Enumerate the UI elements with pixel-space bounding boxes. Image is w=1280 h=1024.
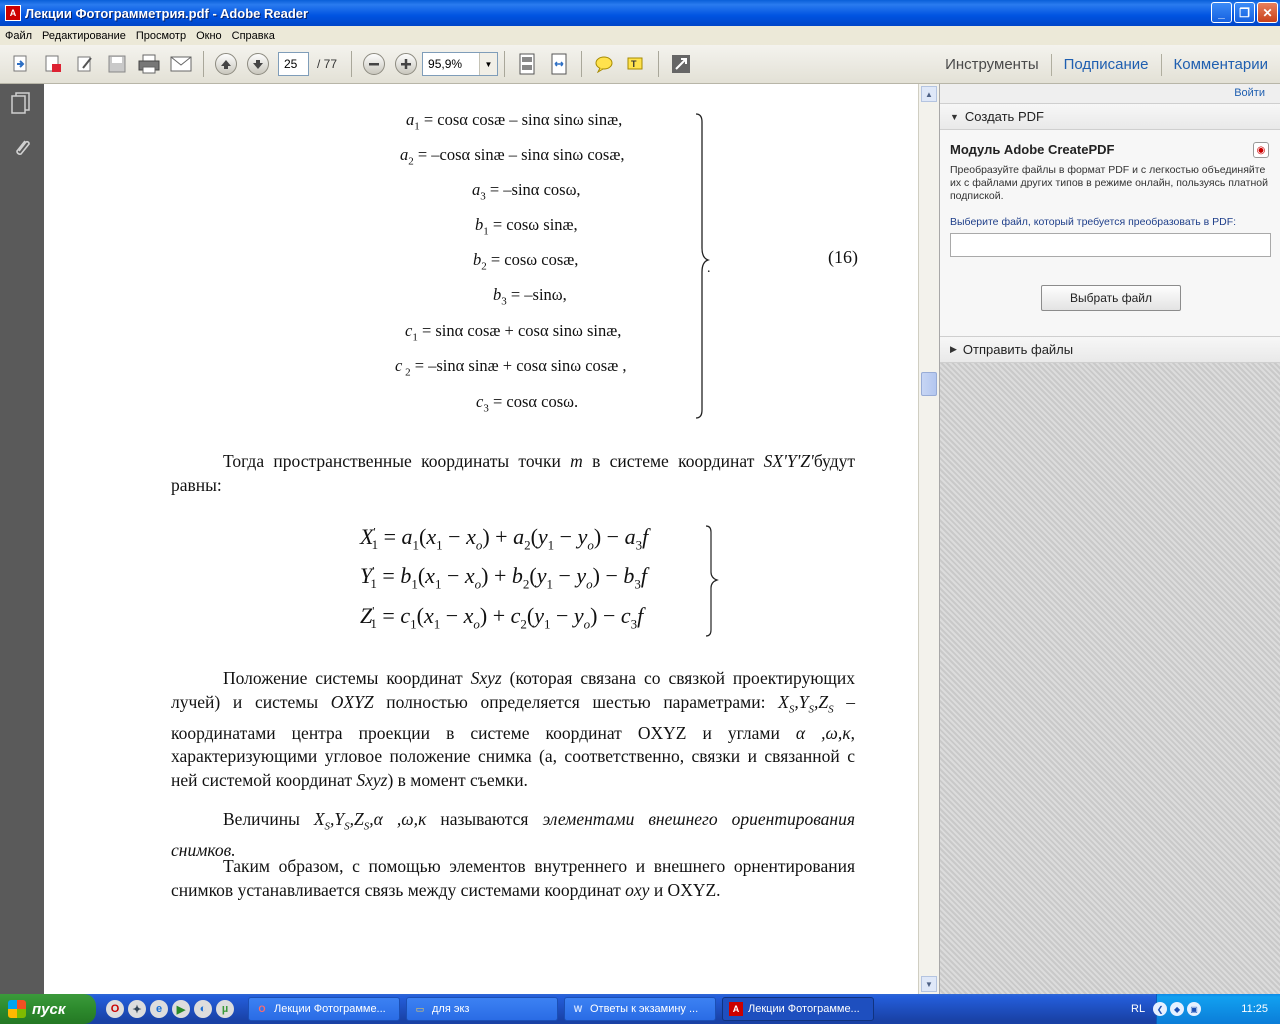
minimize-button[interactable]: _ [1211,2,1232,23]
window-title: Лекции Фотограмметрия.pdf - Adobe Reader [25,5,309,21]
equation-line: $b_1 = \cos\omega$ sinæ, [475,215,578,238]
utorrent-icon[interactable]: µ [216,1000,234,1018]
adobe-reader-icon: A [5,5,21,21]
document-page [44,84,918,994]
task-label: для экз [432,1003,470,1015]
start-button[interactable] [0,994,96,1024]
tray-network-icon[interactable]: ▣ [1187,1002,1201,1016]
save-icon[interactable] [104,51,130,77]
coordinate-equation: $Z'_1 = c_1(x_1 - x_o) + c_2(y_1 - y_o) - c_3f$ [360,603,644,632]
language-indicator[interactable]: RL [1131,1003,1146,1015]
full-screen-icon[interactable] [668,51,694,77]
paragraph-2: Положение системы координат Sxyz (которая связана со связкой проектирующих лучей) и системы OXYZ полностью определяется шестью параметрами: $X_S,Y_S,Z_S$ – координатами центра проекции в системе координат OXYZ и углами α ,ω,κ, характеризующими угловое положение снимка (а, соответственно, связки и связанной с ней системой координат Sxyz) в момент съемки. [171,668,855,790]
tools-panel [939,84,1280,994]
create-pdf-header[interactable] [940,104,1280,130]
scroll-up-icon[interactable]: ▲ [921,86,937,102]
maximize-button[interactable]: ❐ [1234,2,1255,23]
highlight-text-icon[interactable] [623,51,649,77]
menu-bar [0,26,1280,45]
clock: 11:25 [1241,1003,1268,1015]
login-link[interactable]: Войти [1234,87,1265,99]
menu-edit[interactable]: Редактирование [42,29,126,42]
task-opera[interactable] [248,997,400,1021]
open-icon[interactable] [8,51,34,77]
create-pdf-section [940,130,1280,337]
vertical-scrollbar[interactable] [918,84,939,994]
triangle-right-icon: ▶ [950,344,957,354]
zoom-select[interactable] [422,52,498,76]
menu-help[interactable]: Справка [231,29,275,42]
close-button[interactable]: ✕ [1257,2,1278,23]
menu-view[interactable]: Просмотр [135,29,187,42]
page-number-input[interactable]: 25 [278,52,309,76]
equation-line: $b_2 = \cos\omega$ cosæ, [473,250,579,273]
equation-line: $a_3 = -\sin\alpha$ cosω, [472,180,581,203]
send-files-label: Отправить файлы [962,342,1074,357]
menu-window[interactable]: Окно [196,29,222,42]
task-word[interactable] [564,997,716,1021]
equation-number: (16) [828,247,858,267]
createpdf-icon: ◉ [1253,142,1269,158]
page-up-icon[interactable] [215,53,237,75]
tools-link[interactable]: Инструменты [945,56,1039,73]
paragraph-4: Таким образом, с помощью элементов внутреннего и внешнего орнентирования снимков устанавливается связь между системами координат oxy и OXYZ. [171,856,855,900]
zoom-out-icon[interactable] [363,53,385,75]
task-label: Ответы к экзамину ... [590,1003,699,1015]
page-down-icon[interactable] [247,53,269,75]
zoom-in-icon[interactable] [395,53,417,75]
equation-line: $c_1 = \sin\alpha$ cosæ + cosα sinω sinæ, [405,321,622,344]
select-file-label: Выберите файл, который требуется преобразовать в PDF: [950,216,1237,228]
equation-line: $c_3 = \cos\alpha$ cosω. [476,392,579,415]
page-total: / 77 [317,57,338,71]
sign-link[interactable]: Подписание [1063,56,1149,73]
task-label: Лекции Фотограмме... [274,1003,386,1015]
select-file-button[interactable]: Выбрать файл [1041,285,1181,311]
print-icon[interactable] [136,51,162,77]
scroll-thumb[interactable] [921,372,937,396]
coordinate-equation: $X'_1 = a_1(x_1 - x_o) + a_2(y_1 - y_o) - a_3f$ [360,524,649,553]
word-icon: W [573,1004,583,1014]
coordinates-brace [704,524,720,638]
equation-line: $b_3 = -\sin\omega$, [493,285,567,308]
coordinate-equation: $Y'_1 = b_1(x_1 - x_o) + b_2(y_1 - y_o) - b_3f$ [360,563,647,592]
taskbar [0,994,1280,1024]
equation-line: $a_2 = -\cos\alpha$ sinæ – sinα sinω cosæ, [400,145,625,168]
opera-icon[interactable]: O [106,1000,124,1018]
browser-icon[interactable]: ◐ [194,1000,212,1018]
equation-line: $a_1 = \cos\alpha$ cosæ – sinα sinω sinæ, [406,110,623,133]
module-title: Модуль Adobe CreatePDF [950,142,1115,157]
windows-logo-icon [8,1000,26,1018]
email-icon[interactable] [168,51,194,77]
fit-page-icon[interactable] [514,51,540,77]
opera-icon: O [258,1004,266,1014]
task-label: Лекции Фотограмме... [748,1003,860,1015]
file-input[interactable] [950,233,1271,257]
folder-icon: ▭ [415,1003,425,1014]
task-adobe-reader[interactable] [722,997,874,1021]
attachments-icon[interactable] [10,136,32,158]
system-tray [1131,994,1280,1024]
svg-text:T: T [631,59,637,69]
menu-file[interactable]: Файл [5,29,33,42]
media-icon[interactable]: ▶ [172,1000,190,1018]
paragraph-1: Тогда пространственные координаты точки m в системе координат SX'Y'Z'будут равны: [171,451,855,495]
fit-width-icon[interactable] [546,51,572,77]
tray-arrow-icon[interactable]: ❮ [1153,1002,1167,1016]
zoom-value: 95,9% [428,57,463,71]
comment-icon[interactable] [591,51,617,77]
create-pdf-icon[interactable] [40,51,66,77]
toolbar [0,45,1280,84]
equation-line: c $_2$ = –sinα sinæ + cosα sinω cosæ , [395,356,627,379]
adobe-reader-icon: A [729,1002,743,1016]
module-description: Преобразуйте файлы в формат PDF и с легкостью объединяйте их с файлами других типов в режиме онлайн, пользуясь платной подпиской. [950,164,1268,202]
task-folder[interactable] [406,997,558,1021]
tray-app-icon[interactable]: ◆ [1170,1002,1184,1016]
quick-launch [106,1000,234,1018]
ie-icon[interactable]: e [150,1000,168,1018]
cleaner-icon[interactable]: ✦ [128,1000,146,1018]
brace-dot: . [707,261,711,276]
navigation-pane [0,84,44,994]
scroll-down-icon[interactable]: ▼ [921,976,937,992]
title-bar [0,0,1280,26]
create-pdf-label: Создать PDF [964,109,1044,124]
start-label: пуск [32,1000,66,1018]
triangle-down-icon: ▼ [950,111,959,122]
send-files-header[interactable] [940,337,1280,363]
chevron-down-icon[interactable]: ▼ [479,53,497,75]
comment-link[interactable]: Комментарии [1173,56,1268,73]
page-thumbnails-icon[interactable] [10,92,32,114]
edit-icon[interactable] [72,51,98,77]
paragraph-3: Величины $X_S,Y_S,Z_S,\alpha$ ,ω,κ называются элементами внешнего ориентирования снимков. [171,809,855,860]
